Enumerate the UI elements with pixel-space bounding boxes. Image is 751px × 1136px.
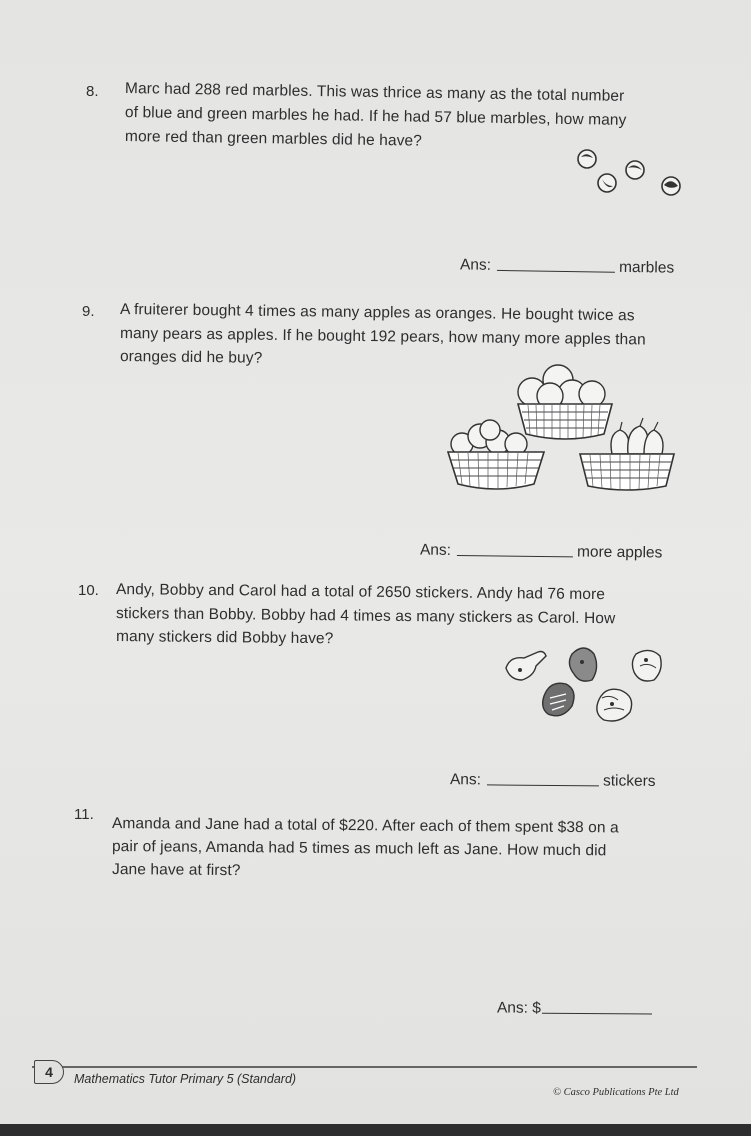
answer-label: Ans: xyxy=(419,541,452,559)
answer-line xyxy=(460,256,674,277)
question-text-line: stickers than Bobby. Bobby had 4 times as many stickers as Carol. How xyxy=(115,605,616,628)
answer-line xyxy=(497,999,656,1018)
answer-label: Ans: $ xyxy=(496,999,542,1017)
answer-unit: stickers xyxy=(602,772,656,790)
answer-blank[interactable] xyxy=(542,1012,652,1015)
book-title: Mathematics Tutor Primary 5 (Standard) xyxy=(74,1072,297,1086)
question-text-line: pair of jeans, Amanda had 5 times as much left as Jane. How much did xyxy=(111,838,607,860)
answer-line xyxy=(450,771,656,791)
question-number: 9. xyxy=(82,303,95,320)
stickers-illustration xyxy=(500,640,670,726)
question-text-line: A fruiterer bought 4 times as many apples as oranges. He bought twice as xyxy=(119,301,635,325)
answer-blank[interactable] xyxy=(487,783,599,786)
page-number: 4 xyxy=(34,1060,64,1084)
answer-blank[interactable] xyxy=(497,269,615,273)
answer-label: Ans: xyxy=(459,256,492,274)
question-number: 11. xyxy=(74,806,94,823)
answer-unit: more apples xyxy=(576,543,663,562)
question-text-line: many pears as apples. If he bought 192 pears, how many more apples than xyxy=(119,325,646,349)
answer-line xyxy=(420,542,663,563)
fruit-baskets-illustration xyxy=(440,360,676,494)
question-text-line: oranges did he buy? xyxy=(119,348,263,367)
question-text-line: of blue and green marbles he had. If he had 57 blue marbles, how many xyxy=(124,104,627,129)
question-text-line: Jane have at first? xyxy=(111,861,241,880)
marbles-illustration xyxy=(572,146,687,202)
page-bottom-edge xyxy=(0,1124,751,1136)
answer-label: Ans: xyxy=(449,771,482,789)
question-number: 8. xyxy=(86,83,99,100)
question-number: 10. xyxy=(78,582,99,599)
question-text-line: Andy, Bobby and Carol had a total of 2650 stickers. Andy had 76 more xyxy=(115,581,606,604)
question-text-line: more red than green marbles did he have? xyxy=(124,128,423,150)
question-text-line: many stickers did Bobby have? xyxy=(115,628,334,648)
answer-blank[interactable] xyxy=(457,554,573,557)
question-text-line: Marc had 288 red marbles. This was thrice as many as the total number xyxy=(124,80,625,105)
copyright-notice: © Casco Publications Pte Ltd xyxy=(553,1087,679,1098)
answer-unit: marbles xyxy=(618,258,675,277)
footer-divider xyxy=(32,1066,697,1068)
question-text-line: Amanda and Jane had a total of $220. After each of them spent $38 on a xyxy=(111,815,619,837)
